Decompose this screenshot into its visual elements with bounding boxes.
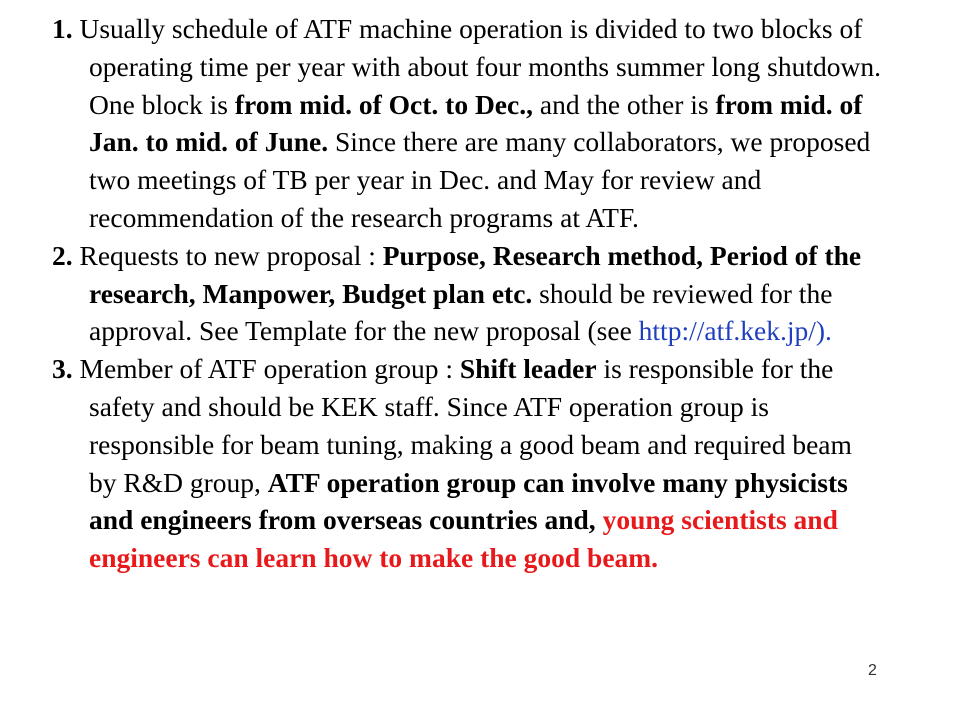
list-item-2 [52,237,882,350]
item-highlight-text: young scientists and engineers can learn how to make the good beam. [89,504,838,574]
item-text: and the other is [532,88,716,120]
item-number: 3. [52,353,73,385]
item-bold-text: ATF operation group can involve many physicists and engineers from overseas countries and, [89,466,848,536]
slide-body [52,10,882,577]
item-number: 1. [52,13,73,44]
page-number: 2 [868,662,877,679]
item-text: should be reviewed for the approval. See Template for the new proposal (see [89,277,833,347]
item-bold-text: from mid. of Jan. to mid. of June. [89,88,863,158]
item-bold-text: from mid. of Oct. to Dec., [234,88,533,120]
item-bold-text: Shift leader [459,353,597,385]
list-item-3 [52,350,882,577]
item-number: 2. [52,239,73,271]
item-text: is responsible for the safety and should be KEK staff. Since ATF operation group is responsible for beam tuning, making a good beam and required beam by R&D group, [89,353,852,498]
atf-website-link[interactable]: http://atf.kek.jp/). [638,315,832,347]
list-item-1 [52,10,882,237]
item-text: Since there are many collaborators, we proposed two meetings of TB per year in Dec. and May for review and recommendation of the research programs at ATF. [89,126,871,233]
item-text: Usually schedule of ATF machine operation is divided to two blocks of operating time per year with about four months summer long shutdown. One block is [79,13,882,120]
item-text: Member of ATF operation group : [79,353,460,385]
item-text: Requests to new proposal : [79,239,383,271]
item-bold-text: Purpose, Research method, Period of the research, Manpower, Budget plan etc. [89,239,862,309]
